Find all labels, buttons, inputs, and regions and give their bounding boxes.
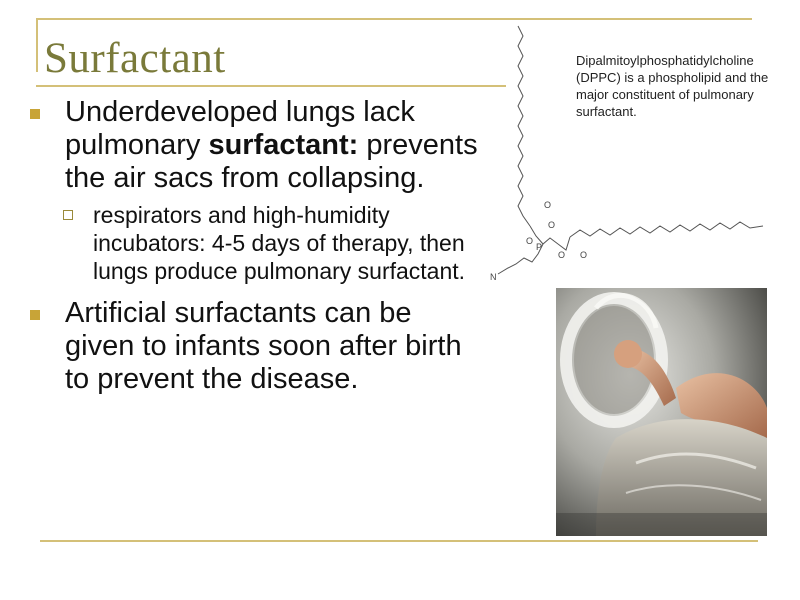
molecule-label-o2: O bbox=[548, 220, 556, 230]
title-underline bbox=[36, 85, 506, 87]
bullet-marker bbox=[30, 109, 40, 119]
slide-body bbox=[30, 96, 485, 402]
molecule-label-o5: O bbox=[580, 250, 588, 260]
top-rule bbox=[36, 18, 752, 20]
bullet-1-text-pre: Underdeveloped lungs lack pulmonary bbox=[65, 96, 415, 161]
bottom-rule bbox=[40, 540, 758, 542]
bullet-marker bbox=[30, 310, 40, 320]
sub-bullet-item bbox=[30, 201, 485, 285]
infant-incubator-photo bbox=[556, 288, 767, 536]
molecule-label-o3: O bbox=[526, 236, 534, 246]
molecule-label-o4: O bbox=[558, 250, 566, 260]
molecule-label-p: P bbox=[536, 242, 543, 252]
sub-bullet-marker bbox=[63, 210, 73, 220]
bullet-item-2 bbox=[30, 297, 485, 396]
sub-bullet-text: respirators and high-humidity incubators: 4-5 days of therapy, then lungs produce pulmonary surfactant. bbox=[93, 202, 466, 284]
bullet-1-text-post: prevents the air sacs from collapsing. bbox=[65, 129, 478, 194]
molecule-caption: Dipalmitoylphosphatidylcholine (DPPC) is a phospholipid and the major constituent of pulmonary surfactant. bbox=[576, 53, 769, 119]
fatty-acid-chain-1 bbox=[518, 26, 530, 226]
bullet-item-1 bbox=[30, 96, 485, 195]
molecule-label-o1: O bbox=[544, 200, 552, 210]
bullet-1-text-bold: surfactant: bbox=[208, 129, 359, 161]
molecule-label-n: N bbox=[490, 272, 497, 282]
bullet-2-text: Artificial surfactants can be given to infants soon after birth to prevent the disease. bbox=[65, 297, 462, 395]
slide-title: Surfactant bbox=[44, 35, 226, 82]
fatty-acid-chain-2 bbox=[570, 222, 763, 237]
left-rule bbox=[36, 18, 38, 72]
